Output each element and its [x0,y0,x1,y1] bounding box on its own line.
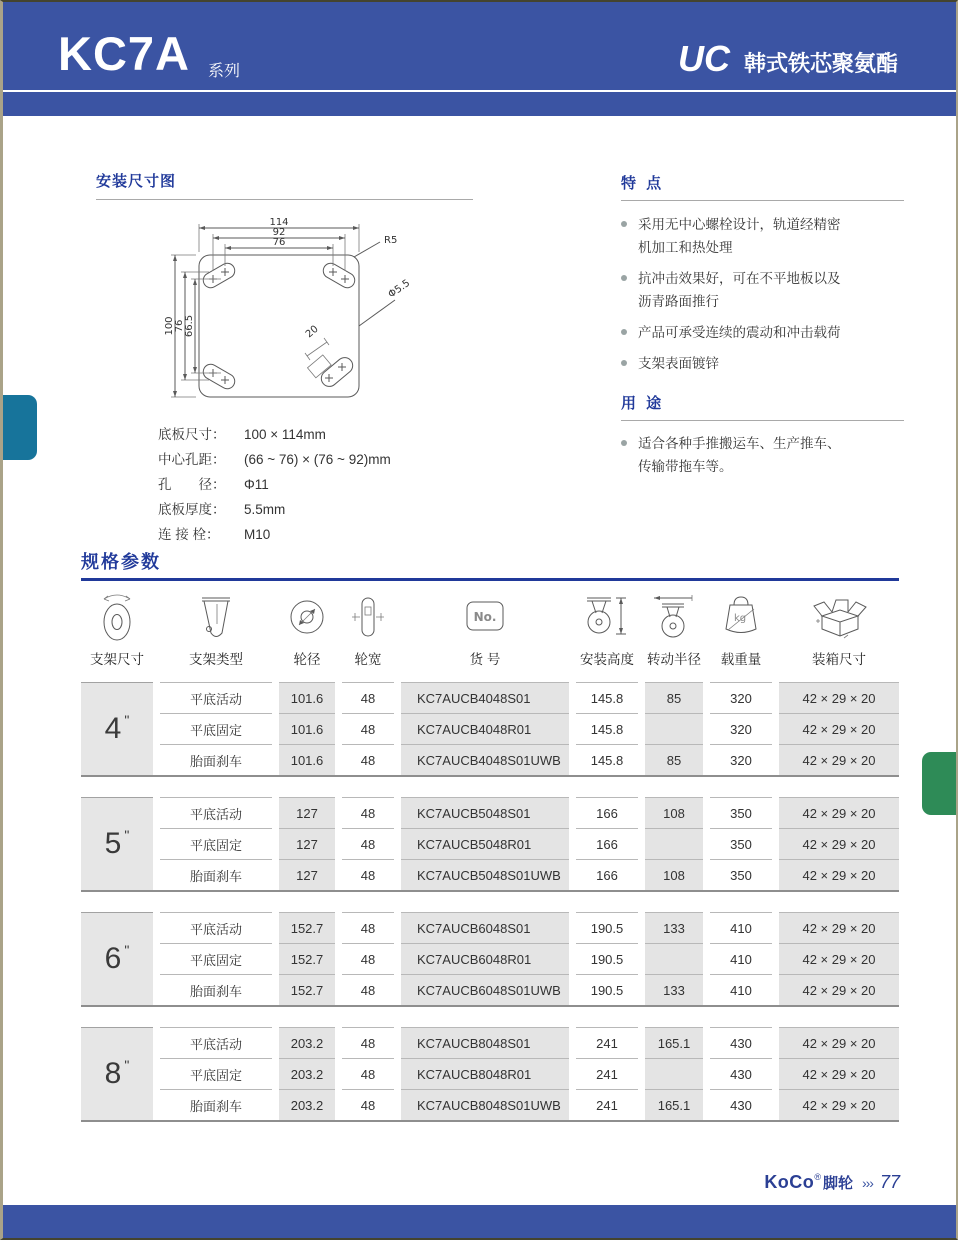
cell-height: 145.8 [576,713,638,744]
cell-wheel-width: 48 [342,682,394,713]
series-title: KC7A [58,27,190,80]
cell-radius [645,943,703,974]
cell-load: 350 [710,859,772,890]
cell-wheel-dia: 152.7 [279,943,335,974]
inch-mark: " [124,1057,130,1073]
cell-load: 430 [710,1058,772,1089]
features-title-rule [621,200,904,201]
dim-66-5: 66.5 [184,314,195,338]
col-label: 支架尺寸 [90,652,144,667]
cell-wheel-dia: 203.2 [279,1027,335,1058]
bracket-icon [194,590,238,644]
brand-name-cn: 脚轮 [822,1175,853,1192]
cell-item-no: KC7AUCB4048S01 [401,682,569,713]
cell-type: 胎面刹车 [160,974,272,1005]
mounting-height-icon [583,590,631,644]
chevrons-icon: ››› [861,1175,873,1191]
dim-92: 92 [272,227,286,238]
inch-mark: " [124,942,130,958]
cell-wheel-width: 48 [342,797,394,828]
cell-type: 平底活动 [160,1027,272,1058]
col-label: 轮径 [293,652,321,667]
install-spec-list [158,422,391,547]
item-number-icon-text: No. [473,610,497,624]
dim-76-left: 76 [174,319,185,333]
size-value: 6 [104,942,122,975]
cell-load: 350 [710,797,772,828]
usage-list [621,432,921,486]
dim-thickness: Φ5.5 [386,277,413,301]
product-name: 韩式铁芯聚氨酯 [743,51,898,76]
feature-item: 采用无中心螺栓设计，轨道经精密机加工和热处理 [638,217,841,255]
dim-76-top: 76 [272,237,286,248]
cell-carton: 42 × 29 × 20 [779,744,899,775]
feature-item: 支架表面镀锌 [638,356,719,371]
cell-item-no: KC7AUCB8048S01 [401,1027,569,1058]
usage-section-title: 用 途 [621,395,665,412]
usage-title-rule [621,420,904,421]
cell-wheel-dia: 127 [279,859,335,890]
spec-label: 孔 径： [158,477,226,492]
cell-radius [645,1058,703,1089]
cell-load: 410 [710,912,772,943]
cell-radius: 108 [645,797,703,828]
cell-wheel-dia: 152.7 [279,974,335,1005]
spec-group-8in [81,1027,899,1122]
wheel-width-icon [346,590,390,644]
cell-type: 平底固定 [160,713,272,744]
dim-114: 114 [269,217,289,228]
cell-wheel-width: 48 [342,713,394,744]
cell-wheel-width: 48 [342,974,394,1005]
cell-height: 190.5 [576,974,638,1005]
dim-100: 100 [164,316,175,336]
load-capacity-icon [719,590,763,644]
right-edge-tab [922,752,956,815]
bullet-icon [621,329,627,335]
cell-carton: 42 × 29 × 20 [779,943,899,974]
carton-size-icon [808,590,870,644]
cell-carton: 42 × 29 × 20 [779,1027,899,1058]
col-label: 载重量 [720,652,762,667]
cell-type: 平底固定 [160,828,272,859]
spec-value: 5.5mm [244,502,286,517]
cell-wheel-width: 48 [342,744,394,775]
size-value: 5 [104,827,122,860]
cell-item-no: KC7AUCB5048S01UWB [401,859,569,890]
dim-r5: R5 [384,235,398,246]
cell-height: 166 [576,797,638,828]
series-suffix: 系列 [208,63,241,80]
bullet-icon [621,360,627,366]
cell-radius: 133 [645,912,703,943]
cell-item-no: KC7AUCB6048S01UWB [401,974,569,1005]
spec-value: M10 [244,527,271,542]
cell-height: 241 [576,1058,638,1089]
features-section-title: 特 点 [621,175,665,192]
cell-height: 190.5 [576,912,638,943]
base-plate-outline [199,255,359,397]
cell-carton: 42 × 29 × 20 [779,1058,899,1089]
feature-item: 抗冲击效果好，可在不平地板以及沥青路面推行 [638,271,841,309]
cell-carton: 42 × 29 × 20 [779,797,899,828]
cell-wheel-dia: 152.7 [279,912,335,943]
cell-load: 320 [710,713,772,744]
col-label: 安装高度 [580,652,634,667]
spec-label: 连 接 栓： [158,527,220,542]
cell-radius: 133 [645,974,703,1005]
inch-mark: " [124,712,130,728]
cell-item-no: KC7AUCB5048R01 [401,828,569,859]
size-cell [81,797,153,890]
cell-carton: 42 × 29 × 20 [779,974,899,1005]
page-header [3,2,956,116]
dimension-lines [171,224,398,397]
cell-wheel-dia: 127 [279,828,335,859]
size-cell [81,912,153,1005]
cell-type: 平底活动 [160,912,272,943]
footer-bar [3,1205,956,1238]
spec-group-6in [81,912,899,1007]
cell-item-no: KC7AUCB4048R01 [401,713,569,744]
cell-type: 胎面刹车 [160,859,272,890]
cell-wheel-dia: 203.2 [279,1089,335,1120]
cell-radius [645,713,703,744]
col-label: 装箱尺寸 [812,652,866,667]
cell-load: 430 [710,1089,772,1120]
left-edge-tab [3,395,37,460]
bullet-icon [621,440,627,446]
col-label: 货 号 [469,652,501,667]
brand-footer [764,1172,900,1193]
cell-height: 166 [576,859,638,890]
cell-wheel-dia: 101.6 [279,744,335,775]
dim-slot-20: 20 [303,323,321,341]
product-code: UC [677,38,730,79]
usage-item: 适合各种手推搬运车、生产推车、传输带拖车等。 [638,436,841,474]
cell-wheel-dia: 203.2 [279,1058,335,1089]
spec-group-4in [81,682,899,777]
cell-load: 410 [710,943,772,974]
spec-label: 底板尺寸： [158,427,226,442]
cell-height: 145.8 [576,744,638,775]
cell-radius: 108 [645,859,703,890]
cell-type: 胎面刹车 [160,1089,272,1120]
cell-height: 241 [576,1089,638,1120]
wheel-diameter-icon [285,590,329,644]
cell-wheel-width: 48 [342,943,394,974]
cell-load: 320 [710,744,772,775]
cell-carton: 42 × 29 × 20 [779,859,899,890]
cell-item-no: KC7AUCB5048S01 [401,797,569,828]
cell-carton: 42 × 29 × 20 [779,682,899,713]
size-cell [81,682,153,775]
cell-wheel-width: 48 [342,1089,394,1120]
cell-type: 胎面刹车 [160,744,272,775]
cell-radius: 85 [645,682,703,713]
table-title-rule [81,578,899,581]
col-label: 轮宽 [354,652,382,667]
cell-height: 190.5 [576,943,638,974]
cell-height: 241 [576,1027,638,1058]
brand-logo: KoCo [764,1172,815,1192]
cell-carton: 42 × 29 × 20 [779,828,899,859]
cell-wheel-dia: 101.6 [279,682,335,713]
cell-item-no: KC7AUCB6048S01 [401,912,569,943]
install-title-rule [96,199,473,200]
spec-group-5in [81,797,899,892]
page-number: 77 [879,1172,900,1192]
size-value: 8 [104,1057,122,1090]
spec-value: 100 × 114mm [244,427,326,442]
cell-carton: 42 × 29 × 20 [779,912,899,943]
cell-item-no: KC7AUCB4048S01UWB [401,744,569,775]
size-value: 4 [104,712,122,745]
cell-radius: 165.1 [645,1089,703,1120]
spec-value: Φ11 [244,477,269,492]
install-section-title: 安装尺寸图 [96,173,177,190]
cell-load: 320 [710,682,772,713]
spec-label: 底板厚度： [158,502,226,517]
registered-mark: ® [814,1172,821,1182]
feature-item: 产品可承受连续的震动和冲击载荷 [638,325,841,340]
cell-height: 166 [576,828,638,859]
caster-top-view-icon [95,590,139,644]
cell-item-no: KC7AUCB8048R01 [401,1058,569,1089]
size-cell [81,1027,153,1120]
cell-item-no: KC7AUCB8048S01UWB [401,1089,569,1120]
inch-mark: " [124,827,130,843]
cell-type: 平底固定 [160,943,272,974]
cell-type: 平底活动 [160,797,272,828]
cell-carton: 42 × 29 × 20 [779,713,899,744]
cell-wheel-width: 48 [342,912,394,943]
cell-radius: 165.1 [645,1027,703,1058]
cell-wheel-dia: 127 [279,797,335,828]
cell-load: 430 [710,1027,772,1058]
spec-table [81,682,899,1142]
col-label: 转动半径 [647,652,701,667]
cell-radius: 85 [645,744,703,775]
load-capacity-icon-text: kg [734,613,747,624]
spec-value: (66 ~ 76) × (76 ~ 92)mm [244,452,391,467]
cell-wheel-width: 48 [342,1027,394,1058]
spec-label: 中心孔距： [158,452,226,467]
cell-type: 平底活动 [160,682,272,713]
table-section-title: 规格参数 [81,552,161,572]
cell-wheel-dia: 101.6 [279,713,335,744]
cell-load: 410 [710,974,772,1005]
cell-wheel-width: 48 [342,859,394,890]
item-number-icon [461,590,509,644]
cell-carton: 42 × 29 × 20 [779,1089,899,1120]
cell-type: 平底固定 [160,1058,272,1089]
turning-radius-icon [650,590,698,644]
cell-load: 350 [710,828,772,859]
cell-wheel-width: 48 [342,828,394,859]
table-header-row [81,590,899,668]
bullet-icon [621,275,627,281]
header-divider [3,90,956,92]
cell-height: 145.8 [576,682,638,713]
slot-holes [201,261,358,392]
bullet-icon [621,221,627,227]
col-label: 支架类型 [189,652,243,667]
cell-radius [645,828,703,859]
cell-item-no: KC7AUCB6048R01 [401,943,569,974]
mounting-dimension-diagram [133,214,443,414]
cell-wheel-width: 48 [342,1058,394,1089]
features-list [621,213,921,383]
